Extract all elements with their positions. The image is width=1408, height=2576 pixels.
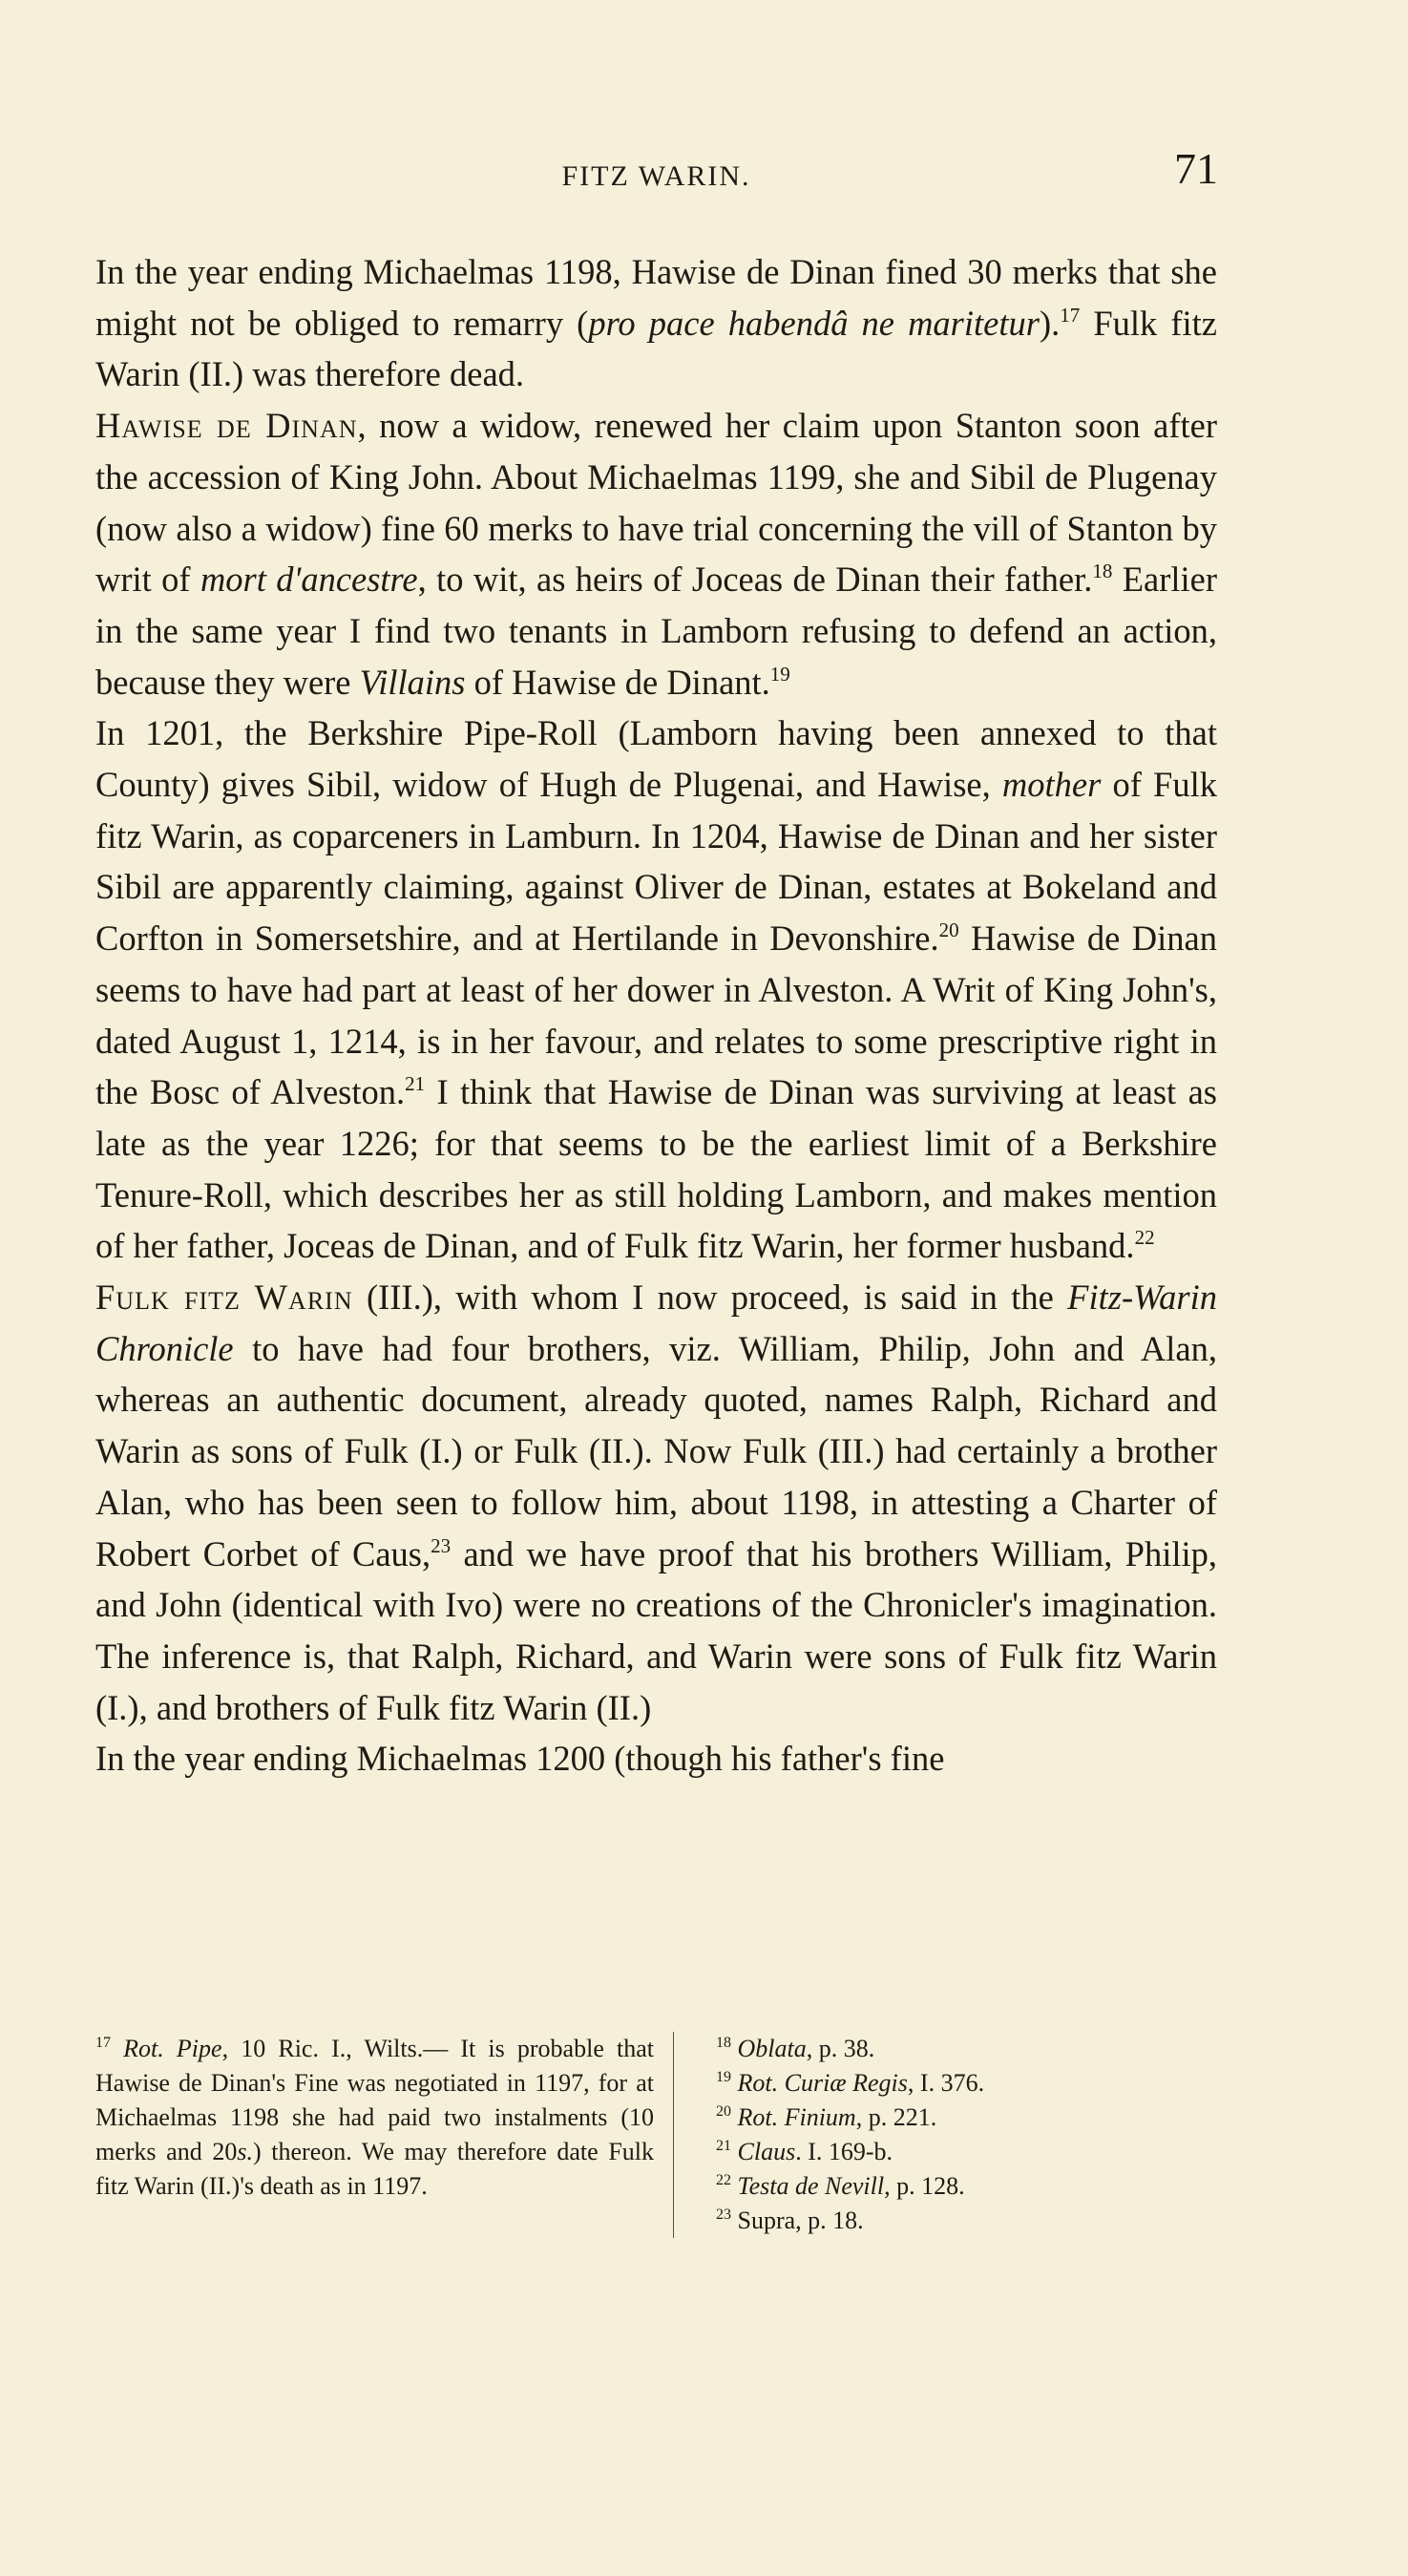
text-run: I think that Hawise de Dinan was surviving at least as late as the year 1226; for that seems to be the earliest limit of a Berkshire Tenure-Roll, which describes her as still holding Lamborn, and makes mention of her father, Joceas de Dinan, and of Fulk fitz Warin, her former husband. — [95, 1072, 1217, 1266]
small-caps-text: Hawise de Dinan — [95, 406, 358, 446]
text-run: ) thereon. We may therefore date Fulk fitz Warin (II.)'s death as in 1197. — [95, 2138, 654, 2200]
italic-text: Testa de Nevill — [737, 2172, 885, 2200]
footnote — [716, 2101, 984, 2135]
footnote-marker: 20 — [938, 918, 959, 942]
italic-text: Rot. Finium — [737, 2103, 856, 2131]
text-run: , I. 376. — [907, 2069, 985, 2097]
text-run: , now a widow, renewed her claim upon Stanton soon after the accession of King John. About Michaelmas 1199, she and Sibil de Plugenay (now also a widow) fine 60 merks to have trial concerning the vill of Stanton by writ of — [95, 406, 1217, 600]
footnote-marker: 19 — [769, 662, 790, 686]
text-run: In the year ending Michaelmas 1198, Hawise de Dinan fined 30 merks that she might not be obliged to remarry ( — [95, 252, 1217, 343]
page-number: 71 — [1174, 144, 1218, 193]
text-run: Fulk fitz Warin (II.) was therefore dead. — [95, 303, 1217, 394]
paragraph — [95, 1272, 1217, 1733]
text-run: Hawise de Dinan seems to have had part at least of her dower in Alveston. A Writ of King John's, dated August 1, 1214, is in her favour, and relates to some prescriptive right in the Bosc of Alveston. — [95, 918, 1217, 1112]
footnotes-right-column — [674, 2032, 984, 2238]
paragraph — [95, 246, 1217, 400]
italic-text: Oblata — [737, 2035, 807, 2062]
text-run: , p. 221. — [855, 2103, 937, 2131]
footnote-marker: 23 — [716, 2206, 731, 2223]
text-run: , to wit, as heirs of Joceas de Dinan their father. — [417, 560, 1093, 600]
italic-text: Claus — [737, 2138, 796, 2165]
footnote — [716, 2135, 984, 2169]
footnote-marker: 17 — [1060, 303, 1081, 327]
footnote-marker: 19 — [716, 2069, 731, 2085]
text-run: , p. 128. — [884, 2172, 965, 2200]
footnote-marker: 18 — [716, 2035, 731, 2051]
footnote — [95, 2032, 654, 2204]
text-run: Supra, p. 18. — [731, 2206, 864, 2234]
footnotes-left-column — [95, 2032, 674, 2238]
footnote-marker: 21 — [405, 1072, 426, 1096]
italic-text: pro pace habendâ ne maritetur — [588, 303, 1040, 343]
footnote — [716, 2204, 984, 2238]
paragraph — [95, 400, 1217, 707]
italic-text: Villains — [359, 662, 466, 702]
text-run: In the year ending Michaelmas 1200 (though his father's fine — [95, 1739, 945, 1779]
text-run: . I. 169-b. — [795, 2138, 893, 2165]
italic-text: mort d'ancestre — [200, 560, 418, 600]
text-run: , p. 38. — [806, 2035, 875, 2062]
text-run: (III.), with whom I now proceed, is said in the — [352, 1277, 1068, 1318]
running-head: FITZ WARIN. — [561, 160, 751, 192]
footnote — [716, 2032, 984, 2066]
text-run: Earlier in the same year I find two tenants in Lamborn refusing to defend an action, because they were — [95, 560, 1217, 702]
body-text — [95, 246, 1217, 1784]
footnote — [716, 2066, 984, 2101]
paragraph — [95, 707, 1217, 1272]
italic-text: Rot. Curiæ Regis — [737, 2069, 908, 2097]
footnote-marker: 22 — [1134, 1226, 1155, 1250]
text-run: to have had four brothers, viz. William, Philip, John and Alan, whereas an authentic document, already quoted, names Ralph, Richard and Warin as sons of Fulk (I.) or Fulk (II.). Now Fulk (III.) had certainly a brother Alan, who has been seen to follow him, about 1198, in attesting a Charter of Robert Corbet of Caus, — [95, 1328, 1217, 1573]
text-run — [111, 2035, 123, 2062]
footnotes — [95, 2032, 1217, 2238]
italic-text: Fitz-Warin Chronicle — [95, 1277, 1217, 1368]
footnote-marker: 18 — [1092, 560, 1113, 583]
footnote-marker: 20 — [716, 2103, 731, 2120]
italic-text: s. — [237, 2138, 253, 2165]
text-run: of Hawise de Dinant. — [465, 662, 770, 702]
text-run: ). — [1039, 303, 1061, 343]
text-run: , 10 Ric. I., Wilts.— It is probable that Hawise de Dinan's Fine was negotiated in 1197, for at Michaelmas 1198 she had paid two instalments (10 merks and 20 — [95, 2035, 654, 2165]
footnote-marker: 23 — [431, 1533, 452, 1557]
italic-text: mother — [1001, 765, 1102, 805]
italic-text: Rot. Pipe — [123, 2035, 222, 2062]
text-run: and we have proof that his brothers William, Philip, and John (identical with Ivo) were no creations of the Chronicler's imagination. The inference is, that Ralph, Richard, and Warin were sons of Fulk fitz Warin (I.), and brothers of Fulk fitz Warin (II.) — [95, 1533, 1217, 1727]
small-caps-text: Fulk fitz Warin — [95, 1277, 353, 1318]
footnote-marker: 21 — [716, 2138, 731, 2154]
paragraph — [95, 1733, 1217, 1784]
text-run: of Fulk fitz Warin, as coparceners in Lamburn. In 1204, Hawise de Dinan and her sister Sibil are apparently claiming, against Oliver de Dinan, estates at Bokeland and Corfton in Somersetshire, and at Hertilande in Devonshire. — [95, 765, 1217, 959]
footnote-marker: 17 — [95, 2035, 111, 2051]
footnote-marker: 22 — [716, 2172, 731, 2188]
footnote — [716, 2169, 984, 2204]
text-run: In 1201, the Berkshire Pipe-Roll (Lamborn having been annexed to that County) gives Sibil, widow of Hugh de Plugenai, and Hawise, — [95, 713, 1217, 805]
